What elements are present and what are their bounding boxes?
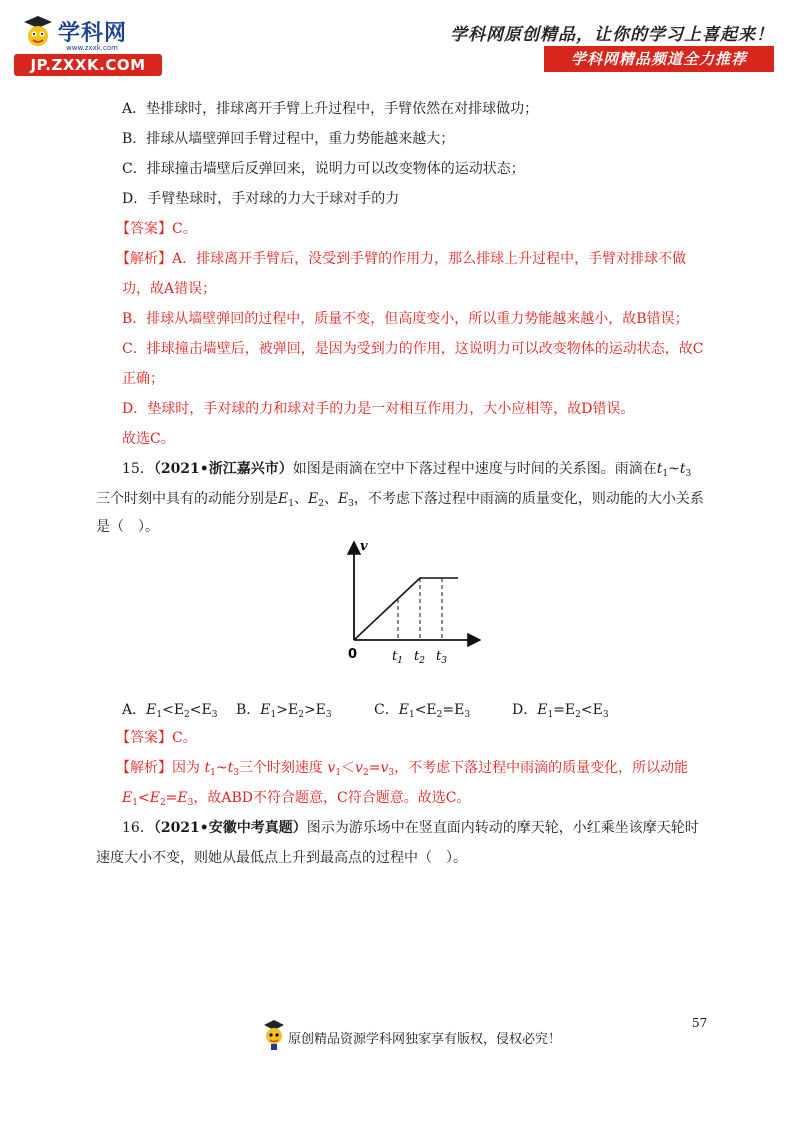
q16-stem-1 <box>122 818 699 838</box>
q14-analysis-4: C．排球撞击墙壁后，被弹回，是因为受到力的作用，这说明力可以改变物体的运动状态，故C <box>122 341 704 357</box>
var-t: t <box>204 760 211 776</box>
op: < <box>137 790 150 806</box>
sub: 1 <box>547 710 554 720</box>
op: ＜ <box>341 760 356 776</box>
page-number: 57 <box>692 1016 708 1030</box>
var: E <box>398 702 409 718</box>
stem-text: 图示为游乐场中在竖直面内转动的摩天轮，小红乘坐该摩天轮时 <box>306 820 699 836</box>
answer-tag: 【答案】 <box>116 730 172 746</box>
var-v: v <box>355 760 363 776</box>
op: <E <box>162 702 185 718</box>
option-letter: B． <box>236 702 261 718</box>
var-e: E <box>337 491 349 507</box>
sub: 1 <box>270 710 277 720</box>
sub: 3 <box>464 710 471 720</box>
op: = <box>165 790 178 806</box>
op: <E <box>189 702 212 718</box>
tilde: ~ <box>215 760 228 776</box>
sub: 1 <box>662 469 669 479</box>
op: = <box>368 760 381 776</box>
tilde: ~ <box>668 461 680 477</box>
sub: 3 <box>325 710 332 720</box>
header-banner: 学科网精品频道全力推荐 <box>544 46 774 72</box>
question-source: （2021•浙江嘉兴市） <box>153 461 293 477</box>
op: <E <box>414 702 437 718</box>
question-number: 16． <box>122 820 154 836</box>
q14-analysis-6: D．垫球时，手对球的力和球对手的力是一对相互作用力，大小应相等，故D错误。 <box>122 401 635 417</box>
var-t: t <box>227 760 234 776</box>
analysis-text: ，故ABD不符合题意，C符合题意。故选C。 <box>193 790 471 806</box>
t3-label <box>436 649 447 666</box>
sub: 3 <box>348 499 354 509</box>
sub: 3 <box>233 768 239 778</box>
sub: 3 <box>602 710 609 720</box>
q14-option-b: B．排球从墙壁弹回手臂过程中，重力势能越来越大； <box>122 131 455 147</box>
q14-analysis-2: 功，故A错误； <box>122 281 217 297</box>
question-number: 15． <box>122 461 154 477</box>
q15-option-a <box>122 700 217 725</box>
question-source: （2021•安徽中考真题） <box>153 820 307 836</box>
var-t: t <box>656 461 663 477</box>
var: E <box>260 702 271 718</box>
op: >E <box>276 702 299 718</box>
sep: 、 <box>323 491 338 507</box>
q15-option-c <box>374 700 470 725</box>
var: E <box>146 702 157 718</box>
op: <E <box>580 702 603 718</box>
q14-analysis-1 <box>116 249 686 269</box>
sub: 1 <box>335 768 342 778</box>
sub: 2 <box>159 798 166 808</box>
t1-label <box>392 649 403 666</box>
mascot-icon <box>262 1018 286 1052</box>
sub: 1 <box>132 798 138 808</box>
sub: 3 <box>388 768 395 778</box>
analysis-tag: 【解析】 <box>116 760 172 776</box>
op: =E <box>442 702 465 718</box>
var-t: t <box>679 461 686 477</box>
var: E <box>537 702 548 718</box>
t-label: t <box>392 649 398 664</box>
q15-stem-1 <box>122 459 691 484</box>
analysis-text: A．排球离开手臂后，没受到手臂的作用力，那么排球上升过程中，手臂对排球不做 <box>172 251 687 267</box>
sub: 3 <box>211 710 218 720</box>
logo-text: 学科网 <box>58 21 128 46</box>
analysis-text: ，不考虑下落过程中雨滴的质量变化，所以动能 <box>394 760 689 776</box>
q14-analysis-5: 正确； <box>122 371 164 387</box>
q15-answer <box>116 728 197 748</box>
q14-answer <box>116 219 197 239</box>
sub: 1 <box>408 710 415 720</box>
answer-value: C。 <box>172 221 197 237</box>
sub: 3 <box>685 469 692 479</box>
t-sub: 3 <box>441 656 447 666</box>
analysis-tag: 【解析】 <box>116 251 172 267</box>
logo-url: JP.ZXXK.COM <box>14 54 162 76</box>
logo-small-url: www.zxxk.com <box>66 44 118 52</box>
var-e: E <box>307 491 319 507</box>
q14-conclusion: 故选C。 <box>122 431 175 447</box>
t2-label <box>414 649 425 666</box>
q14-option-d: D．手臂垫球时，手对球的力大于球对手的力 <box>122 191 400 207</box>
analysis-text: 因为 <box>172 760 200 776</box>
q15-stem-2 <box>96 489 704 514</box>
sub: 2 <box>575 710 581 720</box>
sub: 1 <box>156 710 163 720</box>
sub: 1 <box>288 499 294 509</box>
footer <box>262 1018 602 1058</box>
stem-text: 如图是雨滴在空中下落过程中速度与时间的关系图。雨滴在 <box>292 461 657 477</box>
sub: 2 <box>436 710 443 720</box>
answer-tag: 【答案】 <box>116 221 172 237</box>
q15-option-b <box>236 700 332 725</box>
q16-stem-2: 速度大小不变，则她从最低点上升到最高点的过程中（ ）。 <box>96 850 467 866</box>
q14-analysis-3: B．排球从墙壁弹回的过程中，质量不变，但高度变小，所以重力势能越来越小，故B错误； <box>122 311 689 327</box>
footer-copyright: 原创精品资源学科网独家享有版权，侵权必究！ <box>288 1032 562 1047</box>
stem-text: 三个时刻中具有的动能分别是 <box>96 491 278 507</box>
q14-option-a: A．垫排球时，排球离开手臂上升过程中，手臂依然在对排球做功； <box>122 101 539 117</box>
analysis-text: 三个时刻速度 <box>238 760 323 776</box>
q15-option-d <box>512 700 609 725</box>
op: >E <box>303 702 326 718</box>
q15-analysis-2 <box>122 788 470 813</box>
var-v: v <box>327 760 336 776</box>
op: =E <box>553 702 576 718</box>
sub: 3 <box>187 798 194 808</box>
sub: 2 <box>184 710 190 720</box>
q15-analysis-1 <box>116 758 688 783</box>
q14-option-c: C．排球撞击墙壁后反弹回来，说明力可以改变物体的运动状态； <box>122 161 525 177</box>
sub: 2 <box>362 768 369 778</box>
y-axis-label: v <box>360 539 368 554</box>
origin-label: 0 <box>348 647 358 662</box>
var-e: E <box>149 790 160 806</box>
sub: 1 <box>210 768 216 778</box>
var-e: E <box>278 491 289 507</box>
option-letter: A． <box>122 702 147 718</box>
q15-stem-3: 是（ ）。 <box>96 519 159 535</box>
header-slogan: 学科网原创精品，让你的学习上喜起来！ <box>450 25 774 45</box>
t-sub: 1 <box>397 656 403 666</box>
site-logo <box>14 14 162 76</box>
answer-value: C。 <box>172 730 197 746</box>
t-label: t <box>414 649 420 664</box>
sep: 、 <box>293 491 308 507</box>
velocity-time-graph <box>340 536 490 672</box>
t-label: t <box>436 649 442 664</box>
t-sub: 2 <box>419 656 425 666</box>
stem-text: ，不考虑下落过程中雨滴的质量变化，则动能的大小关系 <box>353 491 704 507</box>
var-e: E <box>122 790 133 806</box>
mascot-icon <box>20 14 56 54</box>
option-letter: C． <box>374 702 399 718</box>
sub: 2 <box>298 710 304 720</box>
option-letter: D． <box>512 702 538 718</box>
var-v: v <box>380 760 389 776</box>
var-e: E <box>177 790 188 806</box>
sub: 2 <box>318 499 324 509</box>
